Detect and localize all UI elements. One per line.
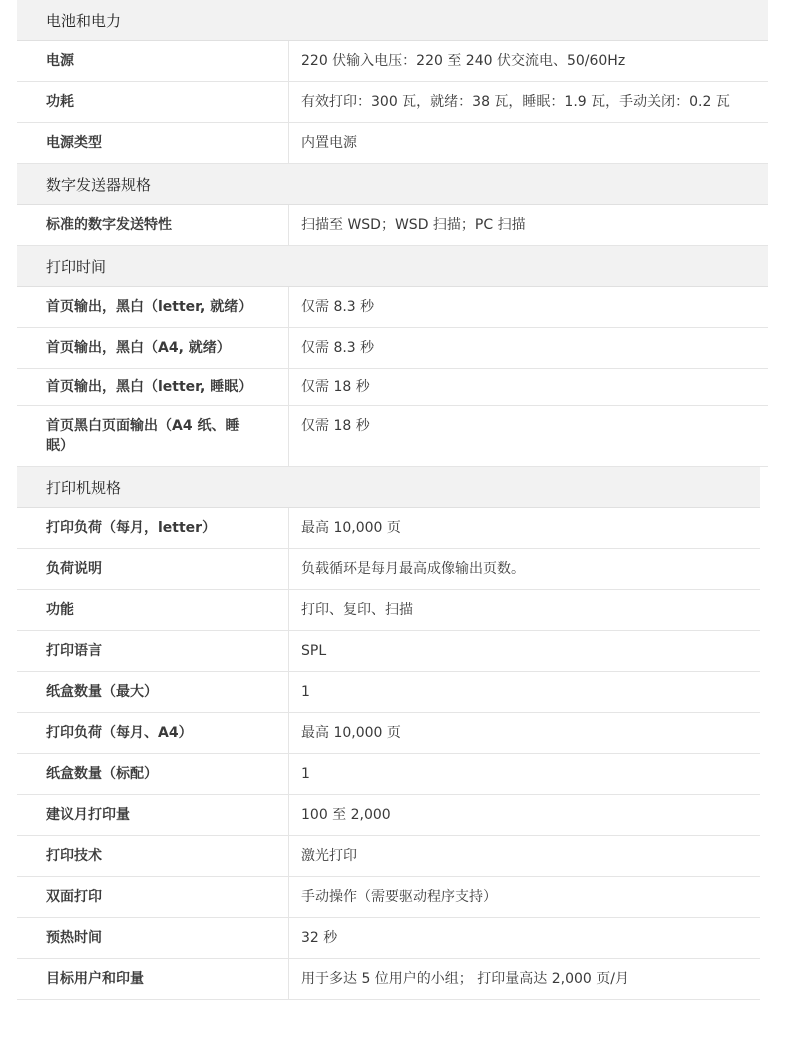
spec-label: 功能: [17, 590, 289, 630]
spec-label: 首页输出，黑白（letter, 睡眠）: [17, 369, 289, 405]
spec-value: 内置电源: [301, 135, 357, 151]
spec-value: 最高 10,000 页: [301, 520, 401, 536]
section-header: 打印时间: [17, 246, 768, 287]
spec-label: 打印语言: [17, 631, 289, 671]
spec-row: [17, 795, 760, 836]
spec-value: 负载循环是每月最高成像输出页数。: [301, 561, 525, 577]
spec-label: 打印负荷（每月，letter）: [17, 508, 289, 548]
spec-row: [17, 877, 760, 918]
spec-row: [17, 123, 768, 164]
spec-label: 纸盒数量（标配）: [17, 754, 289, 794]
spec-value: 最高 10,000 页: [301, 725, 401, 741]
section-header: 打印机规格: [17, 467, 760, 508]
spec-row: [17, 369, 768, 406]
spec-value: 打印、复印、扫描: [301, 602, 413, 618]
section-digital-sending: [17, 164, 768, 246]
spec-label: 双面打印: [17, 877, 289, 917]
spec-label: 目标用户和印量: [17, 959, 289, 999]
spec-row: [17, 836, 760, 877]
spec-row: [17, 508, 760, 549]
section-header: 电池和电力: [17, 0, 768, 41]
spec-row: [17, 328, 768, 369]
spec-label: 首页输出，黑白（A4, 就绪）: [17, 328, 289, 368]
spec-value: 100 至 2,000: [301, 807, 391, 823]
spec-value: 激光打印: [301, 848, 357, 864]
spec-value: 仅需 8.3 秒: [301, 340, 375, 356]
spec-label: 电源: [17, 41, 289, 81]
spec-row: [17, 287, 768, 328]
spec-label: 预热时间: [17, 918, 289, 958]
spec-row: [17, 549, 760, 590]
spec-value: 220 伏输入电压：220 至 240 伏交流电、50/60Hz: [301, 53, 626, 69]
spec-row: [17, 406, 768, 467]
spec-value: 1: [301, 766, 310, 782]
spec-label: 首页黑白页面输出（A4 纸、睡眠）: [17, 406, 289, 466]
spec-value: 1: [301, 684, 310, 700]
spec-value: 手动操作（需要驱动程序支持）: [301, 889, 497, 905]
spec-row: [17, 713, 760, 754]
spec-row: [17, 918, 760, 959]
spec-row: [17, 754, 760, 795]
spec-value: 仅需 8.3 秒: [301, 299, 375, 315]
section-printer-specs: [17, 467, 768, 1000]
spec-label: 电源类型: [17, 123, 289, 163]
spec-label: 建议月打印量: [17, 795, 289, 835]
spec-table: [17, 0, 768, 1000]
section-battery-power: [17, 0, 768, 164]
spec-value: SPL: [301, 643, 327, 659]
spec-row: [17, 631, 760, 672]
spec-row: [17, 672, 760, 713]
spec-label: 打印技术: [17, 836, 289, 876]
spec-row: [17, 82, 768, 123]
spec-value: 仅需 18 秒: [301, 379, 370, 395]
section-print-time: [17, 246, 768, 467]
section-header: 数字发送器规格: [17, 164, 768, 205]
spec-value: 扫描至 WSD；WSD 扫描；PC 扫描: [301, 217, 526, 233]
spec-row: [17, 590, 760, 631]
spec-label: 首页输出，黑白（letter, 就绪）: [17, 287, 289, 327]
spec-value: 仅需 18 秒: [301, 418, 370, 434]
spec-row: [17, 959, 760, 1000]
spec-label: 负荷说明: [17, 549, 289, 589]
spec-label: 打印负荷（每月、A4）: [17, 713, 289, 753]
spec-label: 功耗: [17, 82, 289, 122]
spec-label: 纸盒数量（最大）: [17, 672, 289, 712]
spec-row: [17, 205, 768, 246]
spec-value: 32 秒: [301, 930, 338, 946]
spec-value: 有效打印：300 瓦，就绪：38 瓦，睡眠：1.9 瓦，手动关闭：0.2 瓦: [301, 94, 730, 110]
spec-value: 用于多达 5 位用户的小组； 打印量高达 2,000 页/月: [301, 971, 629, 987]
spec-row: [17, 41, 768, 82]
spec-label: 标准的数字发送特性: [17, 205, 289, 245]
